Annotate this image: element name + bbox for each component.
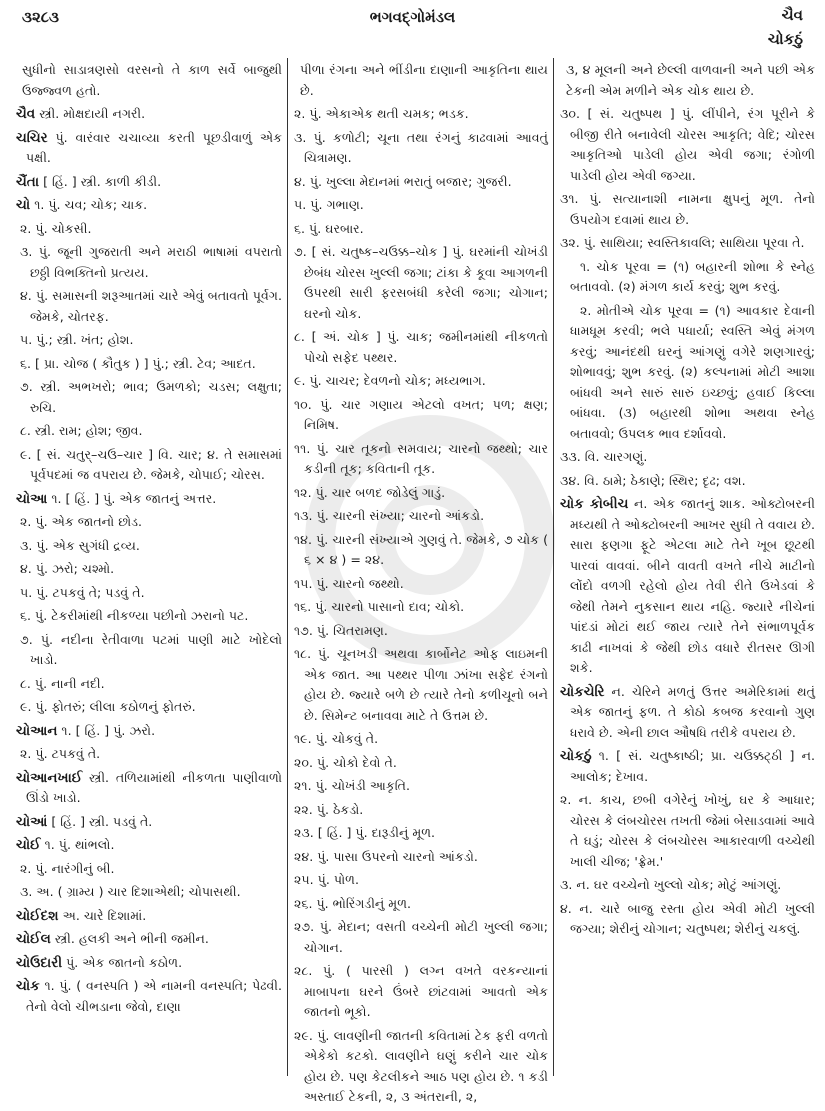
- headword: ચોકઠું: [560, 748, 592, 764]
- entry-sense: [294, 753, 548, 774]
- definition-text: ૧. પું. ચવ; ચોક; ચાક.: [30, 197, 148, 212]
- headword: ચોકચેરિ: [560, 683, 605, 700]
- definition-text: ૨. પું. એકાએક થતી ચમક; ભડક.: [294, 106, 469, 121]
- definition-text: [ હિં. ] સ્ત્રી. કાળી કીડી.: [39, 173, 162, 189]
- entry-sense: [294, 961, 548, 1023]
- dictionary-entry: [16, 489, 282, 510]
- definition-text: ૯. [ સં. ચતુર્–ચઉ–ચાર ] વિ. ચાર; ૪. તે સમાસમાં પૂર્વપદમાં જ વપરાય છે. જેમકે, ચોપાઈ; ચોરસ.: [20, 446, 282, 482]
- headword: ચોઆં: [16, 813, 48, 830]
- entry-sense: [16, 242, 282, 283]
- column-divider: [553, 58, 554, 1076]
- column-2: [294, 60, 548, 1111]
- definition-text: સ્ત્રી. મોક્ષદાયી નગરી.: [35, 106, 146, 121]
- definition-text: પું. વારંવાર ચચાવ્યા કરતી પૂછડીવાળું એક પક્ષી.: [26, 129, 282, 165]
- entry-sense: [16, 286, 282, 327]
- definition-text: ૩. અ. ( ગ્રામ્ય ) ચાર દિશાએથી; ચોપાસથી.: [20, 884, 241, 899]
- definition-text: ૧. ચોક પૂરવા = (૧) બહારની શોભા કે સ્નેહ બતાવવો. (૨) મંગળ કાર્ય કરવું; શુભ કરવું.: [570, 258, 815, 294]
- column-1: [16, 60, 282, 1020]
- definition-text: ૩૩. વિ. ચારગણું.: [560, 449, 648, 464]
- dictionary-entry: [560, 494, 815, 679]
- definition-text: અ. ચારે દિશામાં.: [58, 907, 147, 923]
- definition-text: ૪. ન. ચારે બાજુ રસ્તા હોય એવી મોટી ખુલ્લી જગ્યા; શેરીનું ચોગાન; ચતુષ્પથ; શેરીનું ચકલું.: [560, 900, 815, 936]
- definition-text: ૨. પું. ચોકસી.: [20, 220, 92, 236]
- entry-sense: [560, 471, 815, 492]
- entry-sense: [294, 894, 548, 915]
- definition-text: ૫. પું.; સ્ત્રી. ખંત; હોશ.: [20, 332, 134, 347]
- definition-text: ૧. [ હિં. ] પું. ઝરો.: [57, 722, 156, 738]
- entry-sense: [16, 377, 282, 418]
- entry-sense: [294, 800, 548, 821]
- dictionary-entry: [16, 172, 282, 193]
- headword: ચૈંતા: [16, 173, 40, 190]
- definition-text: ૩૨. પું. સાથિયા; સ્વસ્તિકાવલિ; સાથિયા પૂરવા તે.: [560, 235, 805, 250]
- entry-sense: [16, 445, 282, 486]
- entry-sense: [16, 583, 282, 604]
- definition-text: ૮. સ્ત્રી. રામ; હોશ; જીવ.: [20, 423, 143, 438]
- headword: ચોક: [16, 978, 40, 994]
- entry-sense: [294, 371, 548, 392]
- definition-text: પું. એક જાતનો કઠોળ.: [62, 954, 183, 970]
- definition-text: ન. ચેરિને મળતું ઉત્તર અમેરિકામાં થતું એક જાતનું ફળ. તે કોઠો કબજ કરવાનો ગુણ ધરાવે છે. એની છાલ ઔષધિ તરીકે વપરાય છે.: [570, 683, 815, 740]
- entry-sense: [294, 104, 548, 125]
- entry-sense: [294, 597, 548, 618]
- definition-text: ૨૫. પું. પોળ.: [294, 872, 360, 887]
- page-title: ભગવદ્ગોમંડલ: [369, 8, 456, 26]
- dictionary-entry: [16, 929, 282, 950]
- entry-sense: [294, 242, 548, 324]
- entry-sense: [16, 512, 282, 533]
- definition-text: ૧૪. પું. ચારની સંખ્યાએ ગુણવું તે. જેમકે, ૭ ચોક ( ૬ × ૪ ) = ૨૪.: [294, 531, 548, 567]
- definition-text: ૯. પું. ફોતરું; લીલા કઠોળનું ફોતરું.: [20, 699, 196, 714]
- entry-sense: [16, 219, 282, 240]
- headword: ચોઉદારી: [16, 954, 63, 971]
- definition-text: ૯. પું. ચાચર; દેવળનો ચોક; મધ્યભાગ.: [294, 373, 486, 388]
- definition-text: ૧૦. પું. ચાર ગણાય એટલો વખત; પળ; ક્ષણ; નિમિષ.: [294, 396, 548, 432]
- entry-sense: [294, 172, 548, 193]
- headword: ચૈવ: [16, 106, 36, 122]
- definition-text: ૨૬. પું. ભોરિંગડીનું મૂળ.: [294, 895, 412, 911]
- definition-text: ૩, ૪ મૂલની અને છેલ્લી વાળવાની અને પછી એક ટેકની એમ મળીને એક ચોક થાય છે.: [566, 62, 815, 98]
- entry-sense: [16, 60, 282, 101]
- definition-text: ન. એક જાતનું શાક. ઓક્ટોબરની મધ્યથી તે ઓક્ટોબરની આખર સુધી તે વવાય છે. સારા ફણગા ફૂટે એટલા માટે તેને ખૂબ છૂટથી પારવાં વાવવાં. બીને વાવતી વખતે નીચે માટીનો લોંદો વળગી રહેલો હોય તેવી રીતે ઉખેડવાં કે જેથી તેમને નુકસાન થાય નહિ. જ્યારે નીચેનાં પાંદડાં મોટાં થઈ જાય ત્યારે તેને સંભાળપૂર્વક કાઢી નાખવાં કે જેથી છોડ વધારે રીતસર ઊગી શકે.: [570, 496, 815, 675]
- definition-text: ૨. પું. નારંગીનું બી.: [20, 860, 115, 876]
- entry-sense: [16, 606, 282, 627]
- page-number: ૩૨૮૩: [22, 8, 60, 26]
- definition-text: ૩૧. પું. સત્યાનાશી નામના ક્ષુપનું મૂળ. તેનો ઉપયોગ દવામાં થાય છે.: [560, 191, 815, 227]
- entry-sense: [294, 60, 548, 101]
- headword: ચોઈ: [16, 837, 41, 853]
- dictionary-entry: [16, 721, 282, 742]
- entry-sense: [16, 744, 282, 765]
- entry-sense: [294, 870, 548, 891]
- entry-sense: [560, 257, 815, 298]
- definition-text: ૪. પું. ઝરો; ચશ્મો.: [20, 561, 115, 576]
- definition-text: ૧૫. પું. ચારનો જથ્થો.: [294, 575, 404, 591]
- definition-text: ૩. પું. જૂની ગુજરાતી અને મરાઠી ભાષામાં વપરાતો છઠ્ઠી વિભક્તિનો પ્રત્યય.: [20, 244, 282, 280]
- definition-text: ૧. પું. ( વનસ્પતિ ) એ નામની વનસ્પતિ; પેઢવી. તેનો વેલો ચીભડાના જેવો, દાણા: [26, 978, 282, 1014]
- definition-text: ૧૯. પું. ચોકવું તે.: [294, 731, 379, 746]
- definition-text: ૨૩. [ હિં. ] પું. દારૂડીનું મૂળ.: [294, 825, 436, 840]
- definition-text: ૨૧. પું. ચોખંડી આકૃતિ.: [294, 778, 410, 793]
- entry-sense: [16, 674, 282, 695]
- definition-text: ૧. [ સં. ચતુષ્કાષ્ઠી; પ્રા. ચઉક્કટ્ઠી ] ન. આલોક; દેખાવ.: [570, 748, 815, 784]
- entry-sense: [560, 790, 815, 872]
- definition-text: ૨૦. પું. ચોકો દેવો તે.: [294, 754, 397, 770]
- entry-sense: [294, 219, 548, 240]
- dictionary-entry: [560, 746, 815, 787]
- definition-text: [ હિં. ] સ્ત્રી. પડવું તે.: [47, 813, 153, 829]
- entry-sense: [16, 354, 282, 375]
- entry-sense: [294, 917, 548, 958]
- definition-text: ૫. પું. ટપકવું તે; પડવું તે.: [20, 584, 145, 600]
- definition-text: ૨. મોતીએ ચોક પૂરવા = (૧) આવકાર દેવાની ધામધૂમ કરવી; ભલે પધાર્યા; સ્વસ્તિ એવું મંગળ કરવું; આનંદથી ઘરનું આંગણું વગેરે શણગારવું; શોભાવવું; શુભ કરવું. (૨) કલ્પનામાં મોટી આશા બાંધવી અને સારું સારું ઇચ્છવું; હવાઈ કિલ્લા બાંધવા. (૩) બહારથી શોભા અથવા સ્નેહ બતાવવો; ઉપલક ભાવ દર્શાવવો.: [570, 302, 815, 441]
- entry-sense: [560, 899, 815, 940]
- definition-text: ૬. પું. ટેકરીમાંથી નીકળ્યા પછીનો ઝરાનો પટ.: [20, 608, 249, 623]
- definition-text: ૬. [ પ્રા. ચોજ ( કૌતુક ) ] પું.; સ્ત્રી. ટેવ; આદત.: [20, 355, 256, 371]
- entry-sense: [294, 1026, 548, 1108]
- dictionary-entry: [16, 953, 282, 974]
- dictionary-entry: [16, 195, 282, 216]
- definition-text: ૩. પું. એક સુગંધી દ્રવ્ય.: [20, 537, 140, 553]
- column-3: [560, 60, 815, 943]
- definition-text: ૨. ન. કાચ, છબી વગેરેનું ખોખું, ઘર કે આધાર; ચોરસ કે લંબચોરસ તખતી જેમાં બેસાડવામાં આવે તે ઘડું; ચોરસ કે લંબચોરસ આકારવાળી વચ્ચેથી ખાલી ચીજ; 'ફ્રેમ.': [560, 792, 815, 869]
- definition-text: ૭. [ સં. ચતુષ્ક–ચઉક્ક–ચોક ] પું. ઘરમાંની ચોખંડી છેબંધ ચોરસ ખુલ્લી જગા; ટાંકા કે કૂવા આગળની ઉપરથી સારી ફરસબંધી કરેલી જગા; ચોગાન; ઘરનો ચોક.: [294, 244, 548, 321]
- dictionary-entry: [560, 682, 815, 744]
- guide-word-last: ચોકઠું: [767, 30, 803, 48]
- definition-text: ૨. પું. એક જાતનો છોડ.: [20, 514, 143, 529]
- definition-text: ૭. પું. નદીના રેતીવાળા પટમાં પાણી માટે ખોદેલો ખાડો.: [20, 631, 282, 667]
- definition-text: સ્ત્રી. હલકી અને ભીની જમીન.: [50, 931, 209, 946]
- dictionary-entry: [16, 835, 282, 856]
- entry-sense: [294, 506, 548, 527]
- definition-text: ૮. [ અં. ચોક ] પું. ચાક; જમીનમાંથી નીકળતો પોચો સફેદ પથ્થર.: [294, 329, 548, 365]
- definition-text: ૧૮. પું. ચૂનખડી અથવા કાર્બોનેટ ઓફ લાઇમની એક જાત. આ પથ્થર પીળા ઝાંખા સફેદ રંગનો હોય છે. જ્યારે બળે છે ત્યારે તેનો કળીચૂનો બને છે. સિમેન્ટ બનાવવા માટે તે ઉત્તમ છે.: [294, 646, 548, 723]
- entry-sense: [560, 301, 815, 445]
- definition-text: ૧૨. પું. ચાર બળદ જોડેલું ગાડું.: [294, 484, 446, 500]
- entry-sense: [16, 697, 282, 718]
- definition-text: ૧૩. પું. ચારની સંખ્યા; ચારનો આંકડો.: [294, 508, 485, 523]
- entry-sense: [560, 447, 815, 468]
- entry-sense: [16, 859, 282, 880]
- definition-text: ૨. પું. ટપકવું તે.: [20, 746, 101, 761]
- entry-sense: [294, 327, 548, 368]
- definition-text: ૨૭. પું. મેદાન; વસતી વચ્ચેની મોટી ખુલ્લી જગા; ચોગાન.: [294, 919, 548, 955]
- column-divider: [287, 58, 288, 1076]
- definition-text: ૧. [ હિં. ] પું. એક જાતનું અત્તર.: [47, 490, 217, 506]
- headword: ચો: [16, 197, 31, 213]
- headword: ચોઆનખાઈ: [16, 769, 83, 786]
- entry-sense: [294, 195, 548, 216]
- entry-sense: [294, 644, 548, 726]
- entry-sense: [294, 574, 548, 595]
- definition-text: ૩. ન. ઘર વચ્ચેનો ખુલ્લો ચોક; મોટું આંગણું.: [560, 877, 782, 892]
- entry-sense: [16, 536, 282, 557]
- definition-text: ૨૮. પું. ( પારસી ) લગ્ન વખતે વરકન્યાનાં માબાપના ઘરને ઉંબરે છાંટવામાં આવતો એક જાતનો ભૂકો.: [294, 963, 548, 1019]
- entry-sense: [560, 189, 815, 230]
- definition-text: ૧૬. પું. ચારનો પાસાનો દાવ; ચોકો.: [294, 599, 465, 614]
- entry-sense: [294, 823, 548, 844]
- definition-text: ૬. પું. ઘરબાર.: [294, 220, 364, 236]
- entry-sense: [16, 882, 282, 903]
- dictionary-entry: [16, 104, 282, 125]
- definition-text: ૧. પું. થાંભલો.: [40, 837, 115, 852]
- entry-sense: [16, 630, 282, 671]
- headword: ચોઈદશ: [16, 907, 59, 924]
- headword: ચોઈલ: [16, 931, 51, 947]
- definition-text: ૨૪. પું. પાસા ઉપરનો ચારનો આંકડો.: [294, 848, 478, 864]
- definition-text: ૧૭. પું. ચિતરામણ.: [294, 622, 388, 638]
- entry-sense: [560, 875, 815, 896]
- definition-text: ૫. પું. ગભાણ.: [294, 197, 364, 212]
- guide-word-first: ચૈવ: [781, 6, 803, 24]
- headword: ચોઆન: [16, 722, 58, 739]
- definition-text: સ્ત્રી. તળિયામાંથી નીકળતા પાણીવાળો ઊંડો ખાડો.: [26, 769, 282, 805]
- dictionary-entry: [16, 812, 282, 833]
- dictionary-entry: [16, 128, 282, 169]
- definition-text: ૪. પું. સમાસની શરૂઆતમાં ચારે એવું બતાવતો પૂર્વગ. જેમકે, ચોતરફ.: [20, 288, 282, 324]
- definition-text: સુધીનો સાડાત્રણસો વરસનો તે કાળ સર્વે બાજુથી ઉજ્જ્વળ હતો.: [22, 62, 282, 98]
- headword: ચોક કોબીચ: [560, 496, 629, 512]
- entry-sense: [560, 104, 815, 186]
- entry-sense: [294, 776, 548, 797]
- entry-sense: [294, 847, 548, 868]
- definition-text: પીળા રંગના અને ભીંડીના દાણાની આકૃતિના થાય છે.: [300, 62, 548, 98]
- dictionary-entry: [16, 906, 282, 927]
- entry-sense: [16, 559, 282, 580]
- entry-sense: [294, 483, 548, 504]
- entry-sense: [294, 530, 548, 571]
- entry-sense: [294, 439, 548, 480]
- entry-sense: [560, 60, 815, 101]
- definition-text: ૮. પું. નાની નદી.: [20, 675, 105, 691]
- dictionary-entry: [16, 768, 282, 809]
- headword: ચચિર: [16, 129, 48, 146]
- definition-text: ૧૧. પું. ચાર તૂકનો સમવાય; ચારનો જથ્થો; ચાર કડીની તૂક; કવિતાની તૂક.: [294, 440, 548, 476]
- definition-text: ૩૦. [ સં. ચતુષ્પથ ] પું. લીંપીને, રંગ પૂરીને કે બીજી રીતે બનાવેલી ચોરસ આકૃતિ; વેદિ; ચોરસ આકૃતિઓ પાડેલી હોય એવી જગા; રંગોળી પાડેલી હોય એવી જગ્યા.: [560, 106, 815, 183]
- definition-text: ૪. પું. ખુલ્લા મેદાનમાં ભરાતું બજાર; ગુજરી.: [294, 173, 512, 189]
- entry-sense: [16, 421, 282, 442]
- definition-text: ૩૪. વિ. ઠામે; ઠેકાણે; સ્થિર; દૃઢ; વશ.: [560, 472, 746, 488]
- entry-sense: [294, 395, 548, 436]
- dictionary-entry: [16, 976, 282, 1017]
- definition-text: ૨૨. પું. ઠેકડો.: [294, 801, 364, 817]
- entry-sense: [294, 621, 548, 642]
- definition-text: ૩. પું. કળોટી; ચૂના તથા રંગનું કાઢવામાં આવતું ચિત્રામણ.: [294, 129, 548, 165]
- entry-sense: [294, 729, 548, 750]
- entry-sense: [294, 128, 548, 169]
- headword: ચોઆ: [16, 490, 48, 507]
- definition-text: ૭. સ્ત્રી. અભખરો; ભાવ; ઉમળકો; ચડસ; લક્ષુતા; રુચિ.: [20, 379, 282, 415]
- entry-sense: [16, 330, 282, 351]
- definition-text: ૨૯. પું. લાવણીની જાતની કવિતામાં ટેક ફરી વળતો એકેકો કટકો. લાવણીને ઘણું કરીને ચાર ચોક હોય છે. પણ કેટલીકને આઠ પણ હોય છે. ૧ કડી અસ્તાઈ ટેકની, ૨, ૩ અંતરાની, ૨,: [294, 1027, 548, 1104]
- entry-sense: [560, 233, 815, 254]
